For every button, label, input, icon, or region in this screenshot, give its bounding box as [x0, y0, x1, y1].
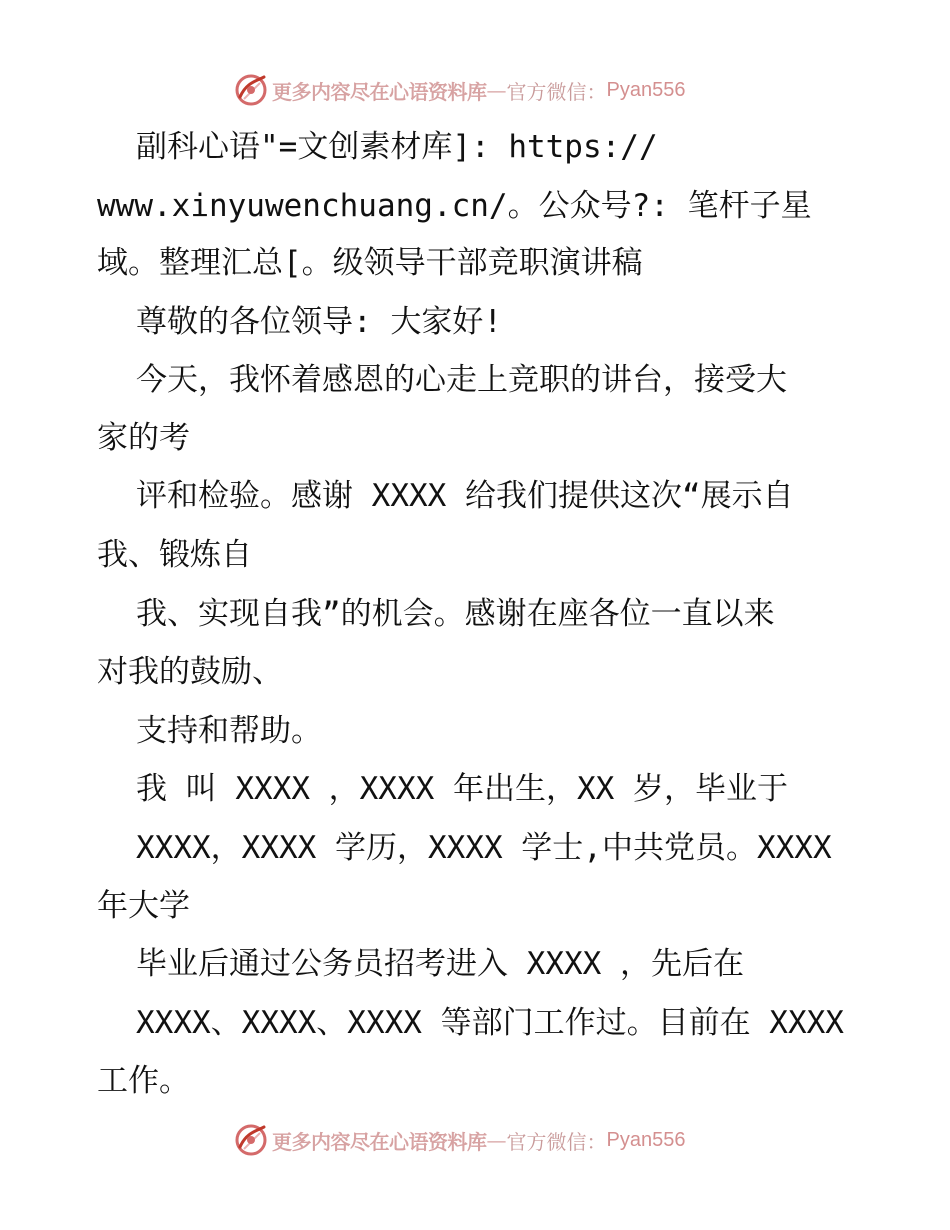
pen-logo-icon — [234, 1123, 268, 1157]
text-line: www.xinyuwenchuang.cn/。公众号?: 笔杆子星 — [97, 188, 812, 224]
text-line: 域。整理汇总[。级领导干部竞职演讲稿 — [97, 245, 643, 281]
banner-dash: — — [486, 1128, 507, 1152]
text-line: 我 叫 XXXX ，XXXX 年出生，XX 岁，毕业于 — [136, 771, 788, 807]
footer-banner — [0, 1120, 950, 1160]
banner-dash: — — [486, 78, 507, 102]
text-line: 尊敬的各位领导: 大家好! — [136, 304, 502, 340]
text-line: 副科心语"=文创素材库]: https:// — [136, 129, 658, 165]
banner-wechat-label: 官方微信： — [506, 79, 607, 104]
text-line: 支持和帮助。 — [136, 713, 322, 749]
text-line: 对我的鼓励、 — [97, 654, 283, 690]
text-line: 工作。 — [97, 1063, 190, 1099]
text-line: 我、锻炼自 — [97, 537, 252, 573]
pen-logo-icon — [234, 73, 268, 107]
text-line: 家的考 — [97, 420, 190, 456]
text-line: XXXX、XXXX、XXXX 等部门工作过。目前在 XXXX — [136, 1005, 844, 1041]
text-line: 评和检验。感谢 XXXX 给我们提供这次“展示自 — [136, 478, 794, 514]
banner-main-text: 更多内容尽在心语资料库 — [272, 79, 487, 104]
banner-content — [234, 70, 685, 110]
text-line: XXXX，XXXX 学历，XXXX 学士,中共党员。XXXX — [136, 830, 832, 866]
text-line: 年大学 — [97, 888, 190, 924]
text-line: 毕业后通过公务员招考进入 XXXX ，先后在 — [136, 946, 744, 982]
text-line: 今天，我怀着感恩的心走上竞职的讲台，接受大 — [136, 362, 787, 398]
banner-content — [234, 1120, 685, 1160]
text-line: 我、实现自我”的机会。感谢在座各位一直以来 — [136, 596, 775, 632]
header-banner — [0, 70, 950, 110]
banner-wechat-id: Pyan556 — [606, 78, 686, 101]
banner-wechat-id: Pyan556 — [606, 1128, 686, 1151]
banner-main-text: 更多内容尽在心语资料库 — [272, 1129, 487, 1154]
banner-wechat-label: 官方微信： — [506, 1129, 607, 1154]
